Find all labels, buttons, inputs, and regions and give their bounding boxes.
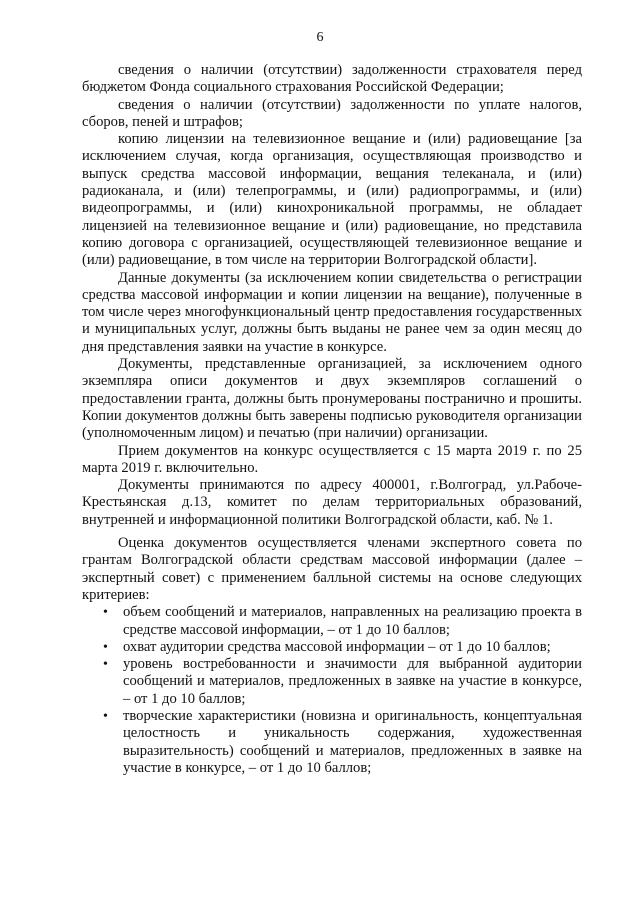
paragraph: Документы, представленные организацией, за исключением одного экземпляра описи документов и двух экземпляров соглашений о предоставлении гранта, должны быть пронумерованы постранично и прошиты. Копии документов должны быть заверены подписью руководителя организации (уполномоченным лицом) и печатью (при наличии) организации. xyxy=(82,356,582,442)
paragraph: Оценка документов осуществляется членами экспертного совета по грантам Волгоградской области средствам массовой информации (далее – экспертный совет) с применением балльной системы на основе следующих критериев: xyxy=(82,535,582,603)
criteria-item: • объем сообщений и материалов, направленных на реализацию проекта в средстве массовой информации, – от 1 до 10 баллов; xyxy=(82,604,582,639)
criteria-item: • охват аудитории средства массовой информации – от 1 до 10 баллов; xyxy=(82,639,582,656)
page-number: 6 xyxy=(316,30,324,45)
paragraph: Прием документов на конкурс осуществляется с 15 марта 2019 г. по 25 марта 2019 г. включительно. xyxy=(82,442,582,476)
criteria-item: • творческие характеристики (новизна и оригинальность, концептуальная целостность и уникальность содержания, художественная выразительность) сообщений и материалов, предложенных в заявке на участие в конкурсе, – от 1 до 10 баллов; xyxy=(82,708,582,777)
paragraph: сведения о наличии (отсутствии) задолженности по уплате налогов, сборов, пеней и штрафов; xyxy=(82,96,582,130)
paragraph: копию лицензии на телевизионное вещание и (или) радиовещание [за исключением случая, когда организация, осуществляющая производство и выпуск средства массовой информации, вещания телеканала, и (или) радиоканала, и (или) телепрограммы, и (или) радиопрограммы, и (или) видеопрограммы, и (или) кинохроникальной программы, не обладает лицензией на телевизионное вещание и (или) радиовещание, но представила копию договора с организацией, осуществляющей телевизионное вещание и (или) радиовещание, в том числе на территории Волгоградской области]. xyxy=(82,131,582,269)
criteria-list xyxy=(82,604,582,777)
document-body xyxy=(82,62,582,777)
criteria-item: • уровень востребованности и значимости для выбранной аудитории сообщений и материалов, предложенных в заявке на участие в конкурсе, – от 1 до 10 баллов; xyxy=(82,656,582,708)
paragraph: Данные документы (за исключением копии свидетельства о регистрации средства массовой информации и копии лицензии на вещание), полученные в том числе через многофункциональный центр предоставления государственных и муниципальных услуг, должны быть выданы не ранее чем за один месяц до дня представления заявки на участие в конкурсе. xyxy=(82,269,582,355)
paragraph: Документы принимаются по адресу 400001, г.Волгоград, ул.Рабоче-Крестьянская д.13, комитет по делам территориальных образований, внутренней и информационной политики Волгоградской области, каб. № 1. xyxy=(82,477,582,528)
paragraph: сведения о наличии (отсутствии) задолженности страхователя перед бюджетом Фонда социального страхования Российской Федерации; xyxy=(82,62,582,96)
